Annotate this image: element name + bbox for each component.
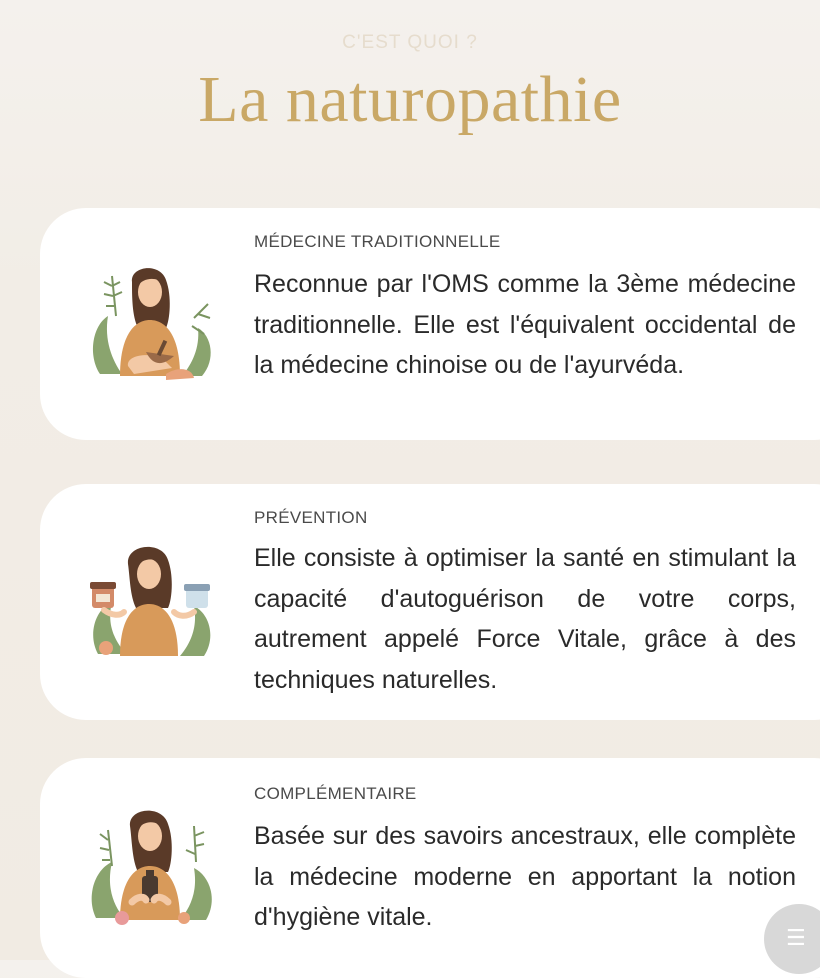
card-text: Reconnue par l'OMS comme la 3ème médecine traditionnelle. Elle est l'équivalent occidental de la médecine chinoise ou de l'ayurvéda.	[254, 270, 796, 379]
card-label: COMPLÉMENTAIRE	[254, 784, 417, 803]
card-text: Elle consiste à optimiser la santé en stimulant la capacité d'autoguérison de votre corps, autrement appelé Force Vitale, grâce à des techniques naturelles.	[254, 544, 796, 694]
card-label: PRÉVENTION	[254, 508, 368, 527]
woman-holding-jars-illustration	[82, 534, 222, 664]
card-medecine-traditionnelle	[40, 208, 820, 440]
woman-holding-bottle-illustration	[82, 800, 222, 930]
eyebrow: C'EST QUOI ?	[342, 32, 478, 53]
card-complementaire	[40, 758, 820, 978]
page-title: La naturopathie	[198, 63, 622, 136]
card-label: MÉDECINE TRADITIONNELLE	[254, 232, 501, 251]
card-prevention	[40, 484, 820, 720]
card-text: Basée sur des savoirs ancestraux, elle complète la médecine moderne en apportant la notion d'hygiène vitale.	[254, 822, 796, 931]
menu-lines-icon: ☰	[786, 926, 806, 951]
woman-mortar-pestle-illustration	[82, 256, 222, 386]
